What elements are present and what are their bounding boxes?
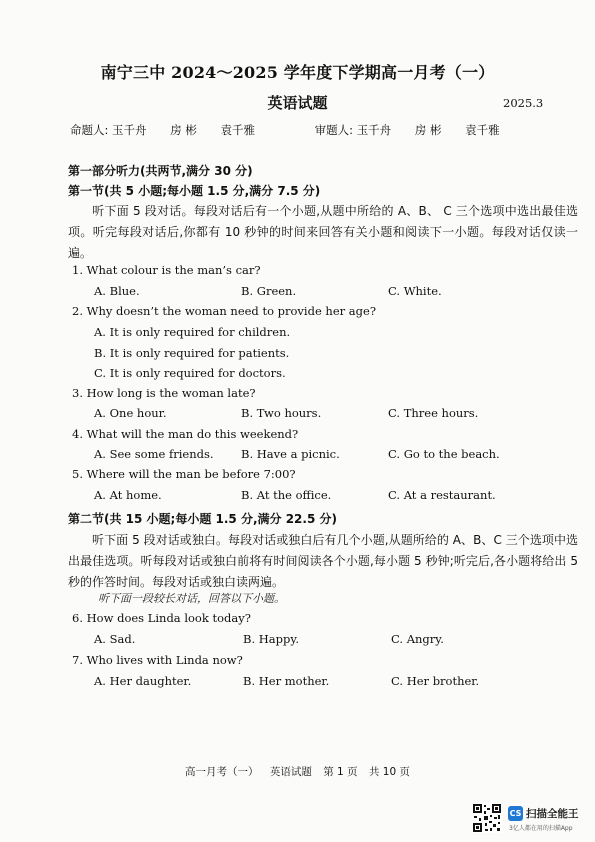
page-footer xyxy=(0,764,595,779)
scanner-tagline: 3亿人都在用的扫描App xyxy=(509,825,573,832)
section1-instructions: 听下面 5 段对话。每段对话后有一个小题,从题中所给的 A、B、 C 三个选项中选出最佳选项。听完每段对话后,你都有 10 秒钟的时间来回答有关小题和阅读下一小题。每段对话仅读一遍。 xyxy=(68,204,578,260)
q7-option-a: A. Her daughter. xyxy=(94,674,192,688)
part1-heading: 第一部分听力(共两节,满分 30 分) xyxy=(68,164,253,178)
scanner-app-name: 扫描全能王 xyxy=(526,808,579,820)
q7-option-b: B. Her mother. xyxy=(243,674,330,688)
question-5: 5. Where will the man be before 7:00? xyxy=(72,467,296,481)
q4-option-a: A. See some friends. xyxy=(94,447,214,461)
proposer-name: 袁千雅 xyxy=(220,123,255,137)
question-6: 6. How does Linda look today? xyxy=(72,611,251,625)
q4-option-c: C. Go to the beach. xyxy=(388,447,500,461)
proposer-name: 玉千舟 xyxy=(112,123,147,137)
footer-exam: 高一月考（一） xyxy=(185,766,259,778)
q5-option-c: C. At a restaurant. xyxy=(388,488,496,502)
section2-instructions: 听下面 5 段对话或独白。每段对话或独白后有几个小题,从题所给的 A、B、C 三个选项中选出最佳选项。听每段对话或独白前将有时间阅读各个小题,每小题 5 秒钟;听完后,各小题将给出 5 秒的作答时间。每段对话或独白读两遍。 xyxy=(68,533,578,589)
handwritten-note: 听下面一段较长对话，回答以下小题。 xyxy=(98,592,285,605)
qr-code-icon xyxy=(472,803,502,833)
footer-subject: 英语试题 xyxy=(269,766,312,778)
exam-title: 南宁三中 2024～2025 学年度下学期高一月考（一） xyxy=(100,63,495,82)
authors-line xyxy=(70,122,500,138)
question-3: 3. How long is the woman late? xyxy=(72,386,256,400)
camscanner-logo-icon: CS xyxy=(508,806,523,821)
exam-date: 2025.3 xyxy=(503,96,544,110)
reviewer-name: 袁千雅 xyxy=(465,123,500,137)
q1-option-c: C. White. xyxy=(388,284,442,298)
question-1: 1. What colour is the man’s car? xyxy=(72,263,261,277)
subject-title: 英语试题 xyxy=(267,94,328,112)
q6-option-c: C. Angry. xyxy=(391,632,444,646)
question-4: 4. What will the man do this weekend? xyxy=(72,427,299,441)
q1-option-b: B. Green. xyxy=(241,284,297,298)
footer-total: 共 10 页 xyxy=(368,766,410,778)
q3-option-a: A. One hour. xyxy=(94,406,167,420)
reviewer-name: 房 彬 xyxy=(414,123,442,137)
reviewer-name: 玉千舟 xyxy=(356,123,392,137)
section2-heading: 第二节(共 15 小题;每小题 1.5 分,满分 22.5 分) xyxy=(68,512,337,526)
reviewers-label: 审题人: xyxy=(314,123,354,137)
q2-option-a: A. It is only required for children. xyxy=(94,325,291,339)
q3-option-c: C. Three hours. xyxy=(388,406,479,420)
section1-heading: 第一节(共 5 小题;每小题 1.5 分,满分 7.5 分) xyxy=(68,184,321,198)
q2-option-b: B. It is only required for patients. xyxy=(94,346,290,360)
q4-option-b: B. Have a picnic. xyxy=(241,447,340,461)
proposers-label: 命题人: xyxy=(70,123,109,137)
q7-option-c: C. Her brother. xyxy=(391,674,480,688)
q5-option-a: A. At home. xyxy=(94,488,162,502)
q5-option-b: B. At the office. xyxy=(241,488,332,502)
proposer-name: 房 彬 xyxy=(170,123,197,137)
q3-option-b: B. Two hours. xyxy=(241,406,322,420)
q1-option-a: A. Blue. xyxy=(94,284,140,298)
question-2: 2. Why doesn’t the woman need to provide her age? xyxy=(72,304,376,318)
q6-option-a: A. Sad. xyxy=(94,632,136,646)
footer-page: 第 1 页 xyxy=(323,766,358,778)
q2-option-c: C. It is only required for doctors. xyxy=(94,366,286,380)
q6-option-b: B. Happy. xyxy=(243,632,299,646)
question-7: 7. Who lives with Linda now? xyxy=(72,653,243,667)
